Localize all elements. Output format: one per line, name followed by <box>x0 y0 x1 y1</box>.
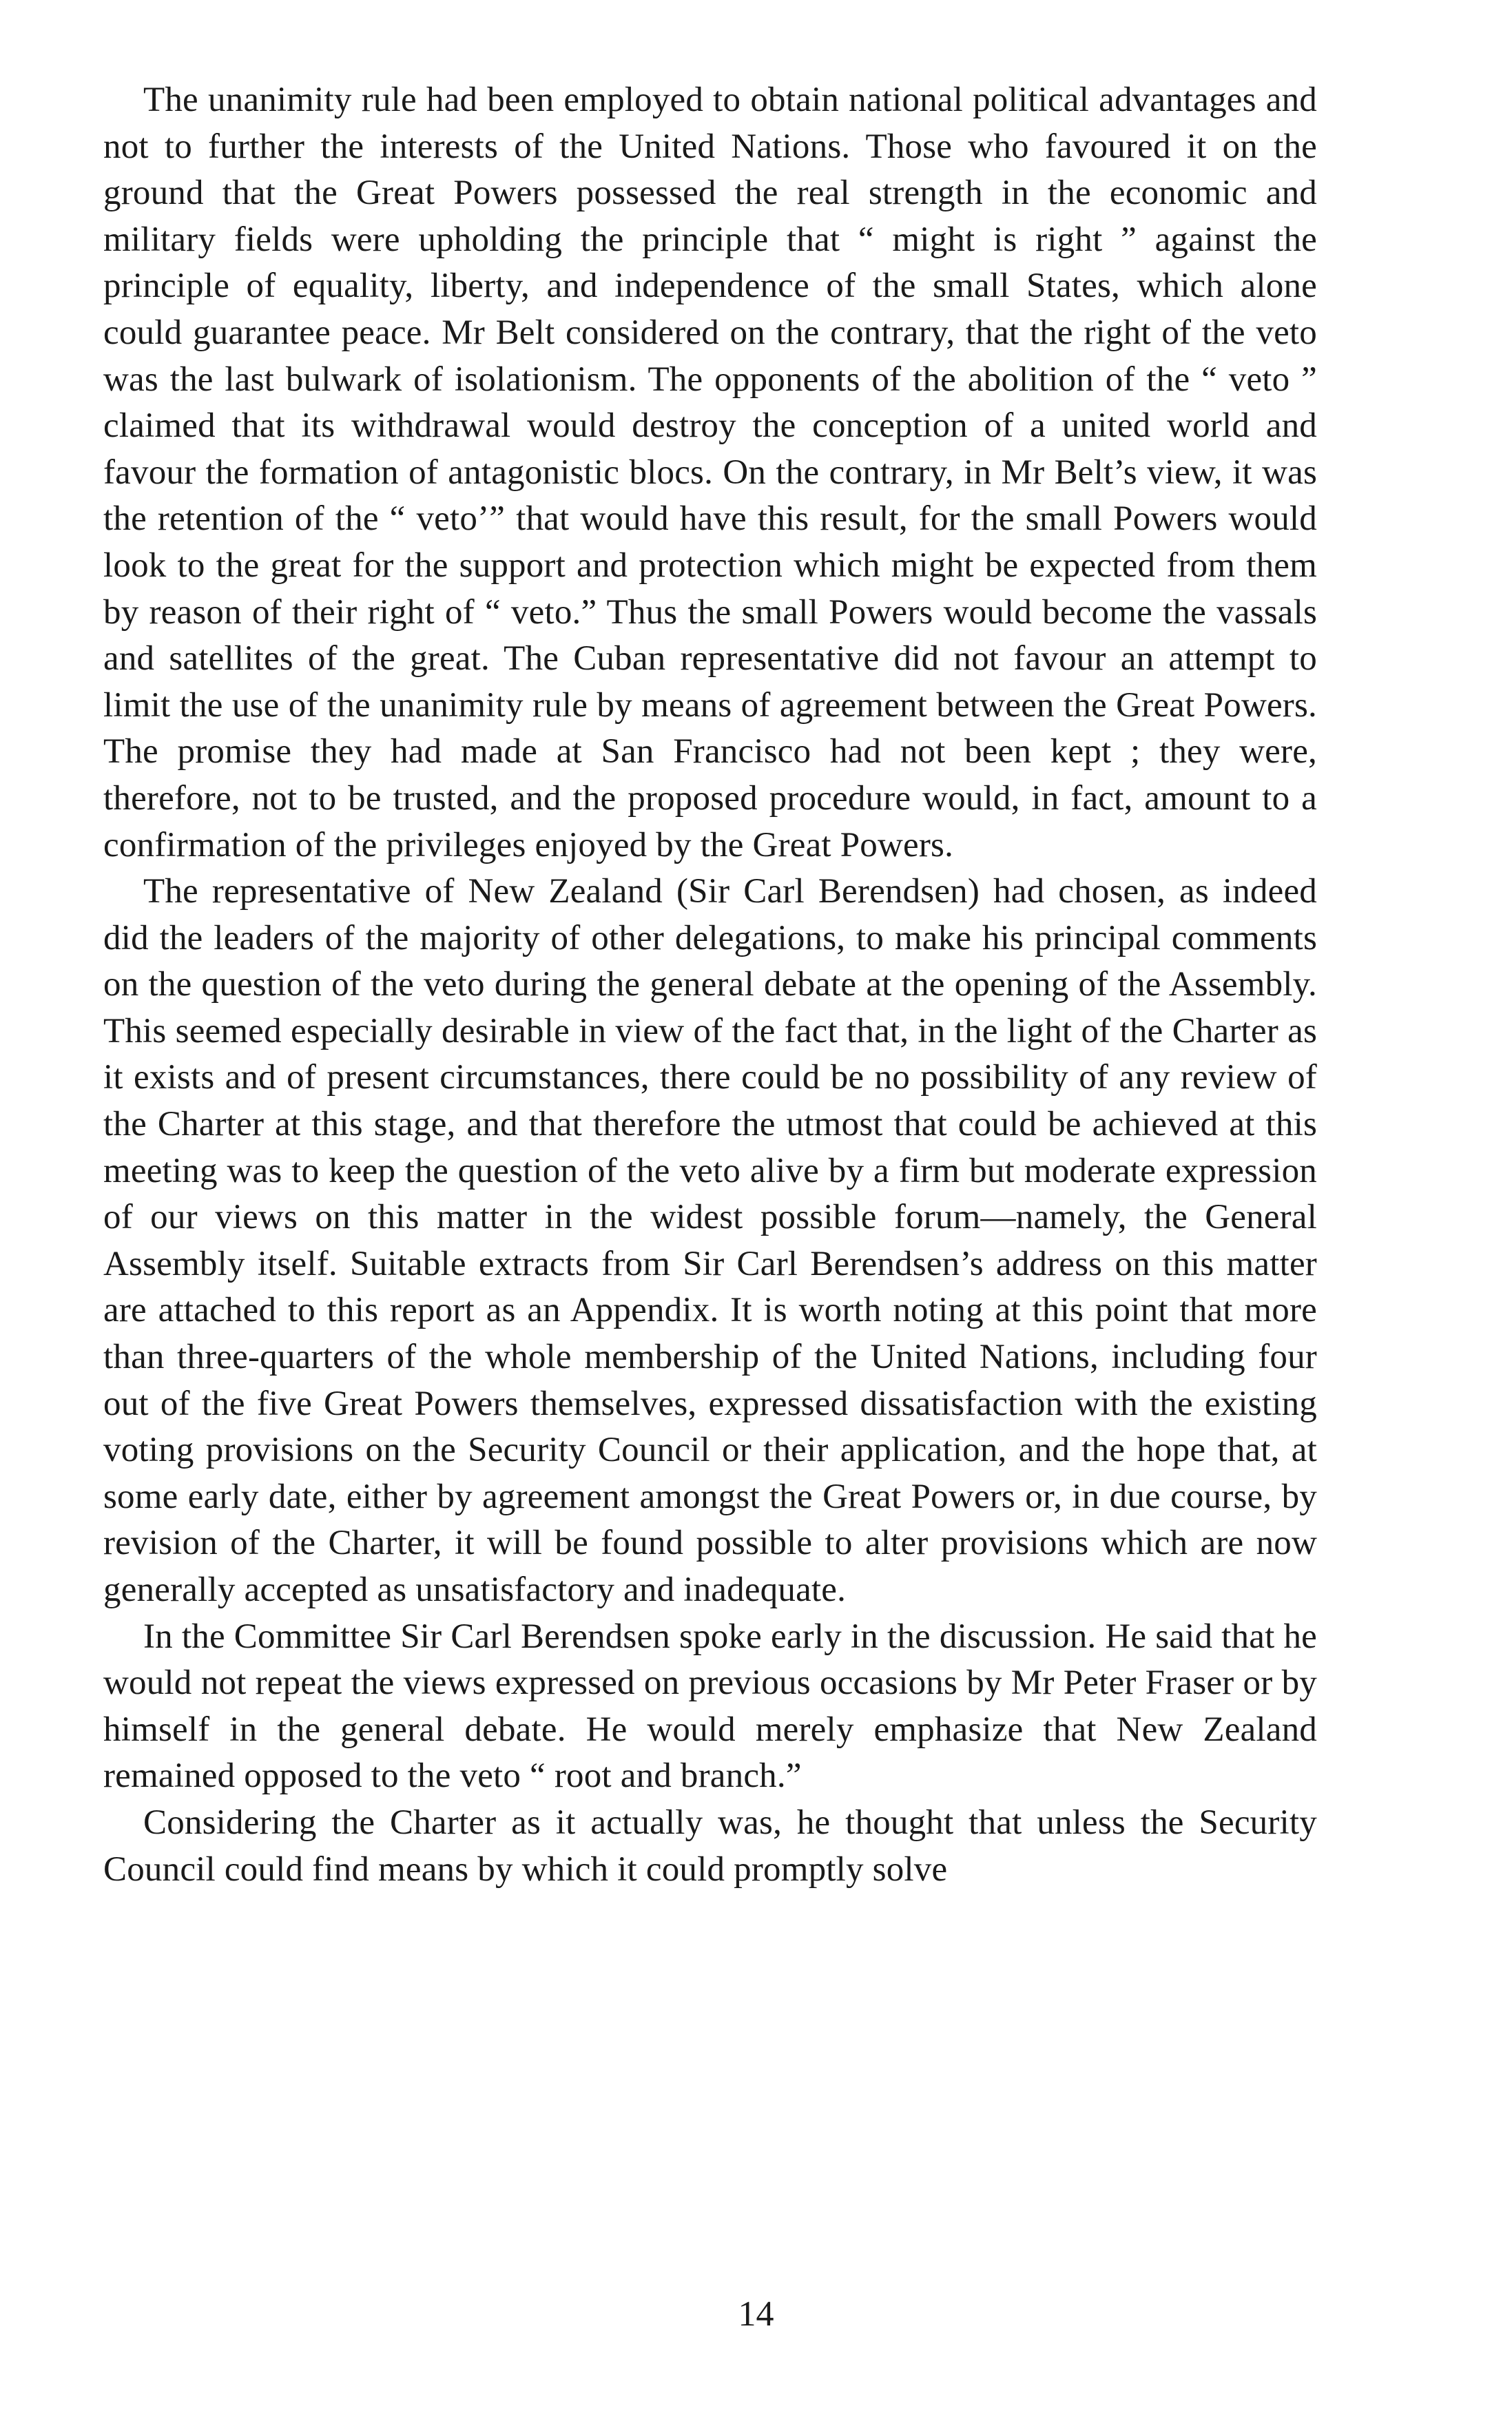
body-text <box>103 77 1317 1893</box>
paragraph-2: The representative of New Zealand (Sir Carl Berendsen) had chosen, as indeed did the leaders of the majority of other delegations, to make his principal comments on the question of the veto during the general debate at the opening of the Assembly. This seemed especially desirable in view of the fact that, in the light of the Charter as it exists and of present circumstances, there could be no possibility of any review of the Charter at this stage, and that therefore the utmost that could be achieved at this meeting was to keep the question of the veto alive by a firm but moderate expression of our views on this matter in the widest possible forum—namely, the General Assembly itself. Suitable extracts from Sir Carl Berendsen’s address on this matter are attached to this report as an Appendix. It is worth noting at this point that more than three-quarters of the whole membership of the United Nations, including four out of the five Great Powers themselves, expressed dissatisfaction with the existing voting provisions on the Security Council or their application, and the hope that, at some early date, either by agreement amongst the Great Powers or, in due course, by revision of the Charter, it will be found possible to alter provisions which are now generally accepted as unsatisfactory and inadequate. <box>103 872 1317 1609</box>
paragraph-4: Considering the Charter as it actually was, he thought that unless the Security Council could find means by which it could promptly solve <box>103 1803 1317 1889</box>
paragraph-3: In the Committee Sir Carl Berendsen spoke early in the discussion. He said that he would not repeat the views expressed on previous occasions by Mr Peter Fraser or by himself in the general debate. He would merely emphasize that New Zealand remained opposed to the veto “ root and branch.” <box>103 1617 1317 1796</box>
paragraph-1: The unanimity rule had been employed to obtain national political advantages and not to further the interests of the United Nations. Those who favoured it on the ground that the Great Powers possessed the real strength in the economic and military fields were upholding the principle that “ might is right ” against the principle of equality, liberty, and independence of the small States, which alone could guarantee peace. Mr Belt considered on the contrary, that the right of the veto was the last bulwark of isolationism. The opponents of the abolition of the “ veto ” claimed that its withdrawal would destroy the conception of a united world and favour the formation of antagonistic blocs. On the contrary, in Mr Belt’s view, it was the retention of the “ veto’” that would have this result, for the small Powers would look to the great for the support and protection which might be expected from them by reason of their right of “ veto.” Thus the small Powers would become the vassals and satellites of the great. The Cuban representative did not favour an attempt to limit the use of the unanimity rule by means of agreement between the Great Powers. The promise they had made at San Francisco had not been kept ; they were, therefore, not to be trusted, and the proposed procedure would, in fact, amount to a confirmation of the privileges enjoyed by the Great Powers. <box>103 81 1317 864</box>
page-number: 14 <box>738 2294 774 2334</box>
